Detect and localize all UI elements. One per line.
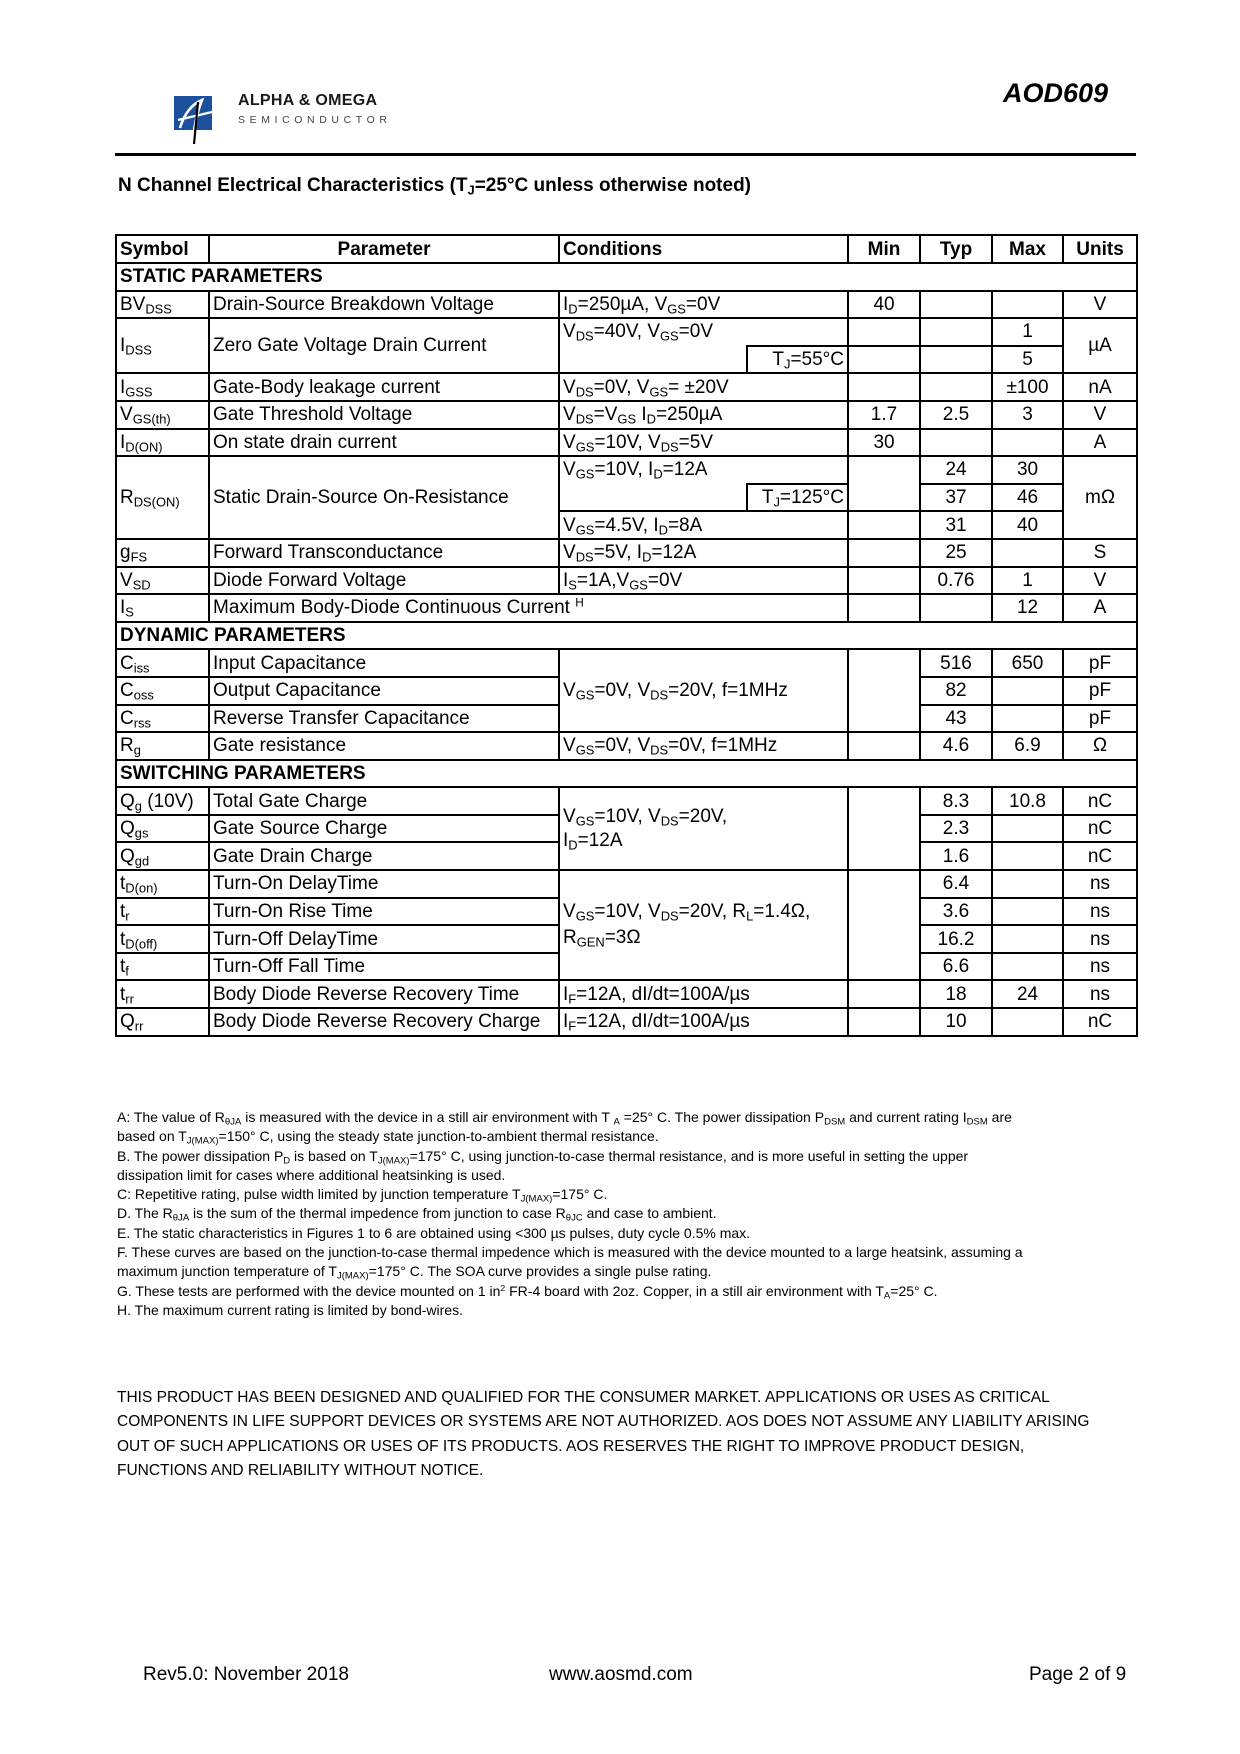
column-header-min: Min xyxy=(848,235,920,263)
conditions: $V_{GS}=10V$, $I_D=12A$ xyxy=(559,456,848,484)
typ: 31 xyxy=(920,511,992,539)
units: mΩ xyxy=(1063,456,1137,539)
footnote-line: H. The maximum current rating is limited by bond-wires. xyxy=(117,1301,463,1318)
logo-mark-icon xyxy=(174,96,212,130)
footnote-line: A: The value of $R_{\theta JA}$ is measured with the device in a still air environment with T $_A$ =25° C. The power dissipation $P_{DSM}$ and current rating $I_{DSM}$ are xyxy=(117,1109,1012,1128)
min: 1.7 xyxy=(848,401,920,429)
typ: 4.6 xyxy=(920,732,992,760)
parameter: Turn-Off DelayTime xyxy=(209,925,559,953)
units: ns xyxy=(1063,925,1137,953)
symbol: $C_{rss}$ xyxy=(116,705,209,733)
typ: 1.6 xyxy=(920,842,992,870)
parameter: Total Gate Charge xyxy=(209,787,559,815)
max xyxy=(992,925,1063,953)
min xyxy=(848,373,920,401)
parameter: Drain-Source Breakdown Voltage xyxy=(209,291,559,319)
units: A xyxy=(1063,429,1137,457)
footnote-line: G. These tests are performed with the device mounted on 1 $in^2$ FR-4 board with 2oz. Copper, in a still air environment with $T_A=25^\circ$ C. xyxy=(117,1282,938,1302)
disclaimer xyxy=(117,1386,1089,1483)
symbol: $BV_{DSS}$ xyxy=(116,291,209,319)
page-number: Page 2 of 9 xyxy=(1029,1664,1127,1685)
logo-name: ALPHA & OMEGA xyxy=(238,92,378,109)
parameter: Forward Transconductance xyxy=(209,539,559,567)
conditions: $V_{GS}=10V$, $V_{DS}=5V$ xyxy=(559,429,848,457)
min xyxy=(848,567,920,595)
conditions-line: $R_{GEN}=3\Omega$ xyxy=(563,927,641,950)
section-switching: SWITCHING PARAMETERS xyxy=(116,760,1137,788)
parameter: Turn-On Rise Time xyxy=(209,898,559,926)
conditions: $V_{DS}=5V$, $I_D=12A$ xyxy=(559,539,848,567)
part-number: AOD609 xyxy=(1002,78,1108,108)
conditions: $V_{DS}=40V$, $V_{GS}=0V$ xyxy=(559,318,848,346)
units: pF xyxy=(1063,705,1137,733)
parameter: Turn-On DelayTime xyxy=(209,870,559,898)
symbol: $I_{D(ON)}$ xyxy=(116,429,209,457)
conditions-blank xyxy=(559,346,747,374)
footnote-line: D. The $R_{\theta JA}$ is the sum of the thermal impedence from junction to case $R_{\theta JC}$ and case to ambient. xyxy=(117,1205,717,1225)
units: V xyxy=(1063,291,1137,319)
disclaimer-line: COMPONENTS IN LIFE SUPPORT DEVICES OR SYSTEMS ARE NOT AUTHORIZED. AOS DOES NOT ASSUME ANY LIABILITY ARISING xyxy=(117,1413,1090,1431)
symbol: $Q_g$ (10V) xyxy=(116,787,209,815)
table-row xyxy=(116,787,1137,815)
symbol: $t_{rr}$ xyxy=(116,980,209,1008)
max: 650 xyxy=(992,649,1063,677)
header-divider xyxy=(115,153,1136,156)
min xyxy=(848,456,920,511)
symbol: $R_{DS(ON)}$ xyxy=(116,456,209,539)
table-header-row xyxy=(116,235,1137,263)
units: nC xyxy=(1063,1008,1137,1036)
typ: 25 xyxy=(920,539,992,567)
min xyxy=(848,787,920,870)
table-row xyxy=(116,1008,1137,1036)
column-header-conditions: Conditions xyxy=(559,235,848,263)
column-header-parameter: Parameter xyxy=(209,235,559,263)
parameter: Gate Drain Charge xyxy=(209,842,559,870)
table-row xyxy=(116,649,1137,677)
max xyxy=(992,898,1063,926)
section-static: STATIC PARAMETERS xyxy=(116,263,1137,291)
max xyxy=(992,842,1063,870)
table-row xyxy=(116,456,1137,484)
table-row xyxy=(116,870,1137,898)
max: 30 xyxy=(992,456,1063,484)
typ: 516 xyxy=(920,649,992,677)
max xyxy=(992,291,1063,319)
min xyxy=(848,980,920,1008)
revision: Rev5.0: November 2018 xyxy=(143,1664,349,1685)
parameter: Gate Source Charge xyxy=(209,815,559,843)
symbol: $V_{SD}$ xyxy=(116,567,209,595)
typ xyxy=(920,429,992,457)
symbol: $t_{D(on)}$ xyxy=(116,870,209,898)
min xyxy=(848,539,920,567)
units: ns xyxy=(1063,898,1137,926)
parameter: Zero Gate Voltage Drain Current xyxy=(209,318,559,373)
symbol: $Q_{rr}$ xyxy=(116,1008,209,1036)
max: 5 xyxy=(992,346,1063,374)
typ xyxy=(920,373,992,401)
min xyxy=(848,1008,920,1036)
units: A xyxy=(1063,594,1137,622)
max xyxy=(992,677,1063,705)
conditions: $I_F=12A$, dI/dt=100A/µs xyxy=(559,980,848,1008)
table-row xyxy=(116,429,1137,457)
typ: 2.3 xyxy=(920,815,992,843)
conditions: $I_F=12A$, dI/dt=100A/µs xyxy=(559,1008,848,1036)
units: nC xyxy=(1063,815,1137,843)
symbol: $t_r$ xyxy=(116,898,209,926)
parameter: Body Diode Reverse Recovery Charge xyxy=(209,1008,559,1036)
parameter: Maximum Body-Diode Continuous Current $^H$ xyxy=(209,594,848,622)
conditions: $I_S=1A,V_{GS}=0V$ xyxy=(559,567,848,595)
footnote-line: based on $T_{J(MAX)}=150^\circ$ C, using the steady state junction-to-ambient thermal resistance. xyxy=(117,1128,659,1147)
max xyxy=(992,705,1063,733)
table-row xyxy=(116,318,1137,346)
units: V xyxy=(1063,401,1137,429)
min xyxy=(848,594,920,622)
units: pF xyxy=(1063,649,1137,677)
max xyxy=(992,953,1063,981)
conditions-line: $V_{GS}=10V$, $V_{DS}=20V$, $R_L=1.4\Omega$, xyxy=(563,901,811,924)
max: 3 xyxy=(992,401,1063,429)
typ: 2.5 xyxy=(920,401,992,429)
table-row xyxy=(116,401,1137,429)
column-header-symbol: Symbol xyxy=(116,235,209,263)
units: ns xyxy=(1063,870,1137,898)
website-link[interactable]: www.aosmd.com xyxy=(549,1664,693,1685)
parameter: Gate Threshold Voltage xyxy=(209,401,559,429)
symbol: $R_g$ xyxy=(116,732,209,760)
typ: 43 xyxy=(920,705,992,733)
conditions: $V_{DS}=V_{GS}$ $I_D=250\mu A$ xyxy=(559,401,848,429)
typ: 37 xyxy=(920,484,992,512)
parameter: Output Capacitance xyxy=(209,677,559,705)
parameter: Turn-Off Fall Time xyxy=(209,953,559,981)
section-row xyxy=(116,622,1137,650)
typ xyxy=(920,318,992,346)
max xyxy=(992,539,1063,567)
typ: 24 xyxy=(920,456,992,484)
footnote-line: B. The power dissipation $P_D$ is based on $T_{J(MAX)}=175^\circ$ C, using junction-to-case thermal resistance, and is more useful in setting the upper xyxy=(117,1147,969,1167)
units: Ω xyxy=(1063,732,1137,760)
parameter: Gate resistance xyxy=(209,732,559,760)
parameter: Body Diode Reverse Recovery Time xyxy=(209,980,559,1008)
typ: 6.4 xyxy=(920,870,992,898)
parameter: Input Capacitance xyxy=(209,649,559,677)
min xyxy=(848,346,920,374)
footnote-line: E. The static characteristics in Figures 1 to 6 are obtained using <300 µs pulses, duty cycle 0.5% max. xyxy=(117,1224,751,1241)
column-header-units: Units xyxy=(1063,235,1137,263)
units: S xyxy=(1063,539,1137,567)
typ: 3.6 xyxy=(920,898,992,926)
conditions: $V_{GS}=0V$, $V_{DS}=20V$, f=1MHz xyxy=(559,649,848,732)
min xyxy=(848,318,920,346)
disclaimer-line: OUT OF SUCH APPLICATIONS OR USES OF ITS PRODUCTS. AOS RESERVES THE RIGHT TO IMPROVE PRODUCT DESIGN, xyxy=(117,1437,1025,1455)
table-row xyxy=(116,291,1137,319)
conditions-blank xyxy=(559,484,747,512)
section-row xyxy=(116,760,1137,788)
conditions-line: $I_D=12A$ xyxy=(563,829,623,853)
conditions: $I_D=250\mu A$, $V_{GS}=0V$ xyxy=(559,291,848,319)
units: nC xyxy=(1063,842,1137,870)
conditions: $V_{DS}=0V$, $V_{GS}= \pm 20V$ xyxy=(559,373,848,401)
disclaimer-line: THIS PRODUCT HAS BEEN DESIGNED AND QUALIFIED FOR THE CONSUMER MARKET. APPLICATIONS OR USES AS CRITICAL xyxy=(117,1389,1050,1406)
column-header-max: Max xyxy=(992,235,1063,263)
units: ns xyxy=(1063,980,1137,1008)
max xyxy=(992,1008,1063,1036)
table-row xyxy=(116,567,1137,595)
min xyxy=(848,870,920,980)
table-row xyxy=(116,539,1137,567)
min xyxy=(848,732,920,760)
max xyxy=(992,815,1063,843)
disclaimer-line: FUNCTIONS AND RELIABILITY WITHOUT NOTICE. xyxy=(117,1461,484,1479)
table-row xyxy=(116,732,1137,760)
conditions-line: $V_{GS}=10V$, $V_{DS}=20V$, xyxy=(563,805,728,829)
parameter: Diode Forward Voltage xyxy=(209,567,559,595)
units: V xyxy=(1063,567,1137,595)
parameter: Static Drain-Source On-Resistance xyxy=(209,456,559,539)
max: ±100 xyxy=(992,373,1063,401)
max: 10.8 xyxy=(992,787,1063,815)
max: 6.9 xyxy=(992,732,1063,760)
section-row xyxy=(116,263,1137,291)
footnote-line: dissipation limit for cases where additional heatsinking is used. xyxy=(117,1166,506,1183)
typ: 6.6 xyxy=(920,953,992,981)
table-row xyxy=(116,373,1137,401)
company-logo xyxy=(174,92,394,144)
min: 40 xyxy=(848,291,920,319)
conditions-temperature: $T_J=55^\circ C$ xyxy=(747,346,848,374)
units: nA xyxy=(1063,373,1137,401)
symbol: $V_{GS(th)}$ xyxy=(116,401,209,429)
max: 12 xyxy=(992,594,1063,622)
typ xyxy=(920,291,992,319)
units: µA xyxy=(1063,318,1137,373)
typ: 82 xyxy=(920,677,992,705)
footnote-line: C: Repetitive rating, pulse width limited by junction temperature $T_{J(MAX)}=175^\circ$ C. xyxy=(117,1186,608,1205)
units: pF xyxy=(1063,677,1137,705)
max: 46 xyxy=(992,484,1063,512)
footnote-line: F. These curves are based on the junction-to-case thermal impedence which is measured with the device mounted to a large heatsink, assuming a xyxy=(117,1244,1023,1261)
typ: 8.3 xyxy=(920,787,992,815)
symbol: $Q_{gd}$ xyxy=(116,842,209,870)
units: ns xyxy=(1063,953,1137,981)
symbol: $I_S$ xyxy=(116,594,209,622)
section-title: N Channel Electrical Characteristics ($T_J=25^\circ C$ unless otherwise noted) xyxy=(118,175,752,198)
typ xyxy=(920,346,992,374)
logo-subtitle: SEMICONDUCTOR xyxy=(238,114,392,126)
min xyxy=(848,649,920,732)
symbol: $Q_{gs}$ xyxy=(116,815,209,843)
symbol: $I_{DSS}$ xyxy=(116,318,209,373)
max xyxy=(992,870,1063,898)
footnotes xyxy=(117,1108,1137,1320)
min: 30 xyxy=(848,429,920,457)
symbol: $t_{D(off)}$ xyxy=(116,925,209,953)
typ: 10 xyxy=(920,1008,992,1036)
max xyxy=(992,429,1063,457)
max: 1 xyxy=(992,567,1063,595)
conditions xyxy=(559,870,848,980)
conditions xyxy=(559,787,848,870)
conditions-temperature: $T_J=125^\circ C$ xyxy=(747,484,848,512)
symbol: $g_{FS}$ xyxy=(116,539,209,567)
column-header-typ: Typ xyxy=(920,235,992,263)
typ: 16.2 xyxy=(920,925,992,953)
parameter: Gate-Body leakage current xyxy=(209,373,559,401)
typ xyxy=(920,594,992,622)
units: nC xyxy=(1063,787,1137,815)
table-row xyxy=(116,594,1137,622)
max: 1 xyxy=(992,318,1063,346)
min xyxy=(848,511,920,539)
electrical-characteristics-table xyxy=(115,234,1138,1037)
typ: 18 xyxy=(920,980,992,1008)
symbol: $C_{iss}$ xyxy=(116,649,209,677)
table-row xyxy=(116,980,1137,1008)
footnote-line: maximum junction temperature of $T_{J(MAX)}=175^\circ$ C. The SOA curve provides a single pulse rating. xyxy=(117,1263,712,1283)
parameter: Reverse Transfer Capacitance xyxy=(209,705,559,733)
max: 24 xyxy=(992,980,1063,1008)
typ: 0.76 xyxy=(920,567,992,595)
symbol: $t_f$ xyxy=(116,953,209,981)
section-dynamic: DYNAMIC PARAMETERS xyxy=(116,622,1137,650)
conditions: $V_{GS}=4.5V$, $I_D=8A$ xyxy=(559,511,848,539)
max: 40 xyxy=(992,511,1063,539)
conditions: $V_{GS}=0V$, $V_{DS}=0V$, f=1MHz xyxy=(559,732,848,760)
parameter: On state drain current xyxy=(209,429,559,457)
symbol: $C_{oss}$ xyxy=(116,677,209,705)
symbol: $I_{GSS}$ xyxy=(116,373,209,401)
